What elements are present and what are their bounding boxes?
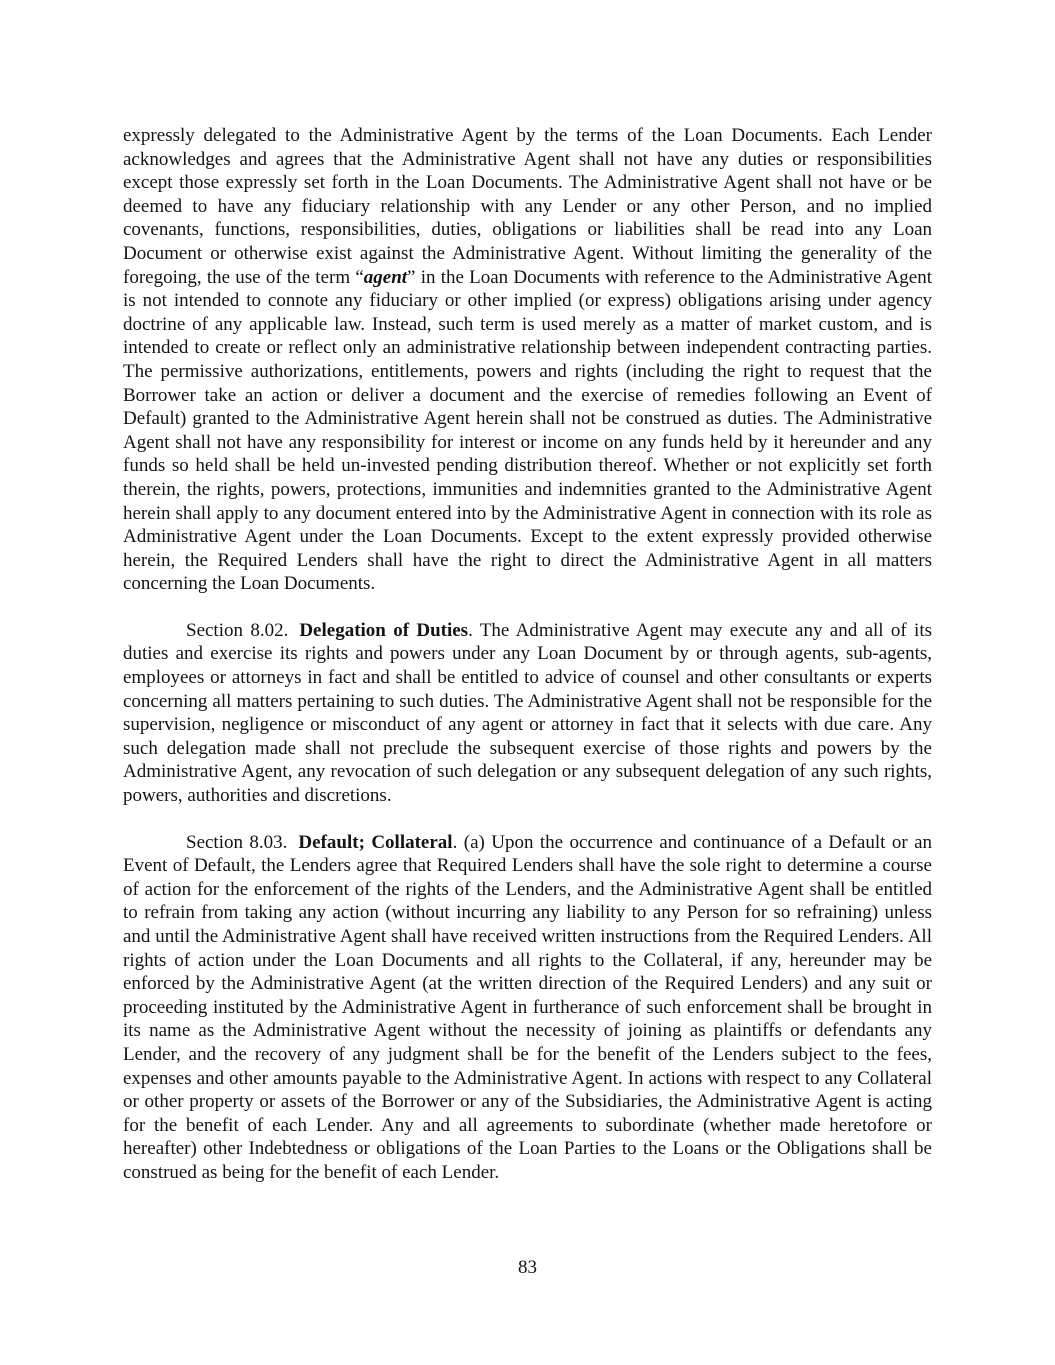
section-8-03	[123, 831, 932, 1185]
page-number: 83	[518, 1257, 537, 1278]
paragraph-text-part2: ” in the Loan Documents with reference to the Administrative Agent is not intended to connote any fiduciary or other implied (or express) obligations arising under agency doctrine of any applicable law. Instead, such term is used merely as a matter of market custom, and is intended to create or reflect only an administrative relationship between independent contracting parties. The permissive authorizations, entitlements, powers and rights (including the right to request that the Borrower take an action or deliver a document and the exercise of remedies following an Event of Default) granted to the Administrative Agent herein shall not be construed as duties. The Administrative Agent shall not have any responsibility for interest or income on any funds held by it hereunder and any funds so held shall be held un-invested pending distribution thereof. Whether or not explicitly set forth therein, the rights, powers, protections, immunities and indemnities granted to the Administrative Agent herein shall apply to any document entered into by the Administrative Agent in connection with its role as Administrative Agent under the Loan Documents. Except to the extent expressly provided otherwise herein, the Required Lenders shall have the right to direct the Administrative Agent in all matters concerning the Loan Documents.	[123, 266, 932, 595]
section-body: . The Administrative Agent may execute any and all of its duties and exercise its rights and powers under any Loan Document by or through agents, sub-agents, employees or attorneys in fact and shall be entitled to advice of counsel and other consultants or experts concerning all matters pertaining to such duties. The Administrative Agent shall not be responsible for the supervision, negligence or misconduct of any agent or attorney in fact that it selects with due care. Any such delegation made shall not preclude the subsequent exercise of those rights and powers by the Administrative Agent, any revocation of such delegation or any subsequent delegation of any such rights, powers, authorities and discretions.	[123, 619, 932, 807]
section-title: Default; Collateral	[298, 831, 453, 853]
defined-term-agent: agent	[363, 266, 408, 288]
document-page	[123, 124, 932, 1208]
paragraph-text-part1: expressly delegated to the Administrative Agent by the terms of the Loan Documents. Each Lender acknowledges and agrees that the Administrative Agent shall not have any duties or responsibilities except those expressly set forth in the Loan Documents. The Administrative Agent shall not have or be deemed to have any fiduciary relationship with any Lender or any other Person, and no implied covenants, functions, responsibilities, duties, obligations or liabilities shall be read into any Loan Document or otherwise exist against the Administrative Agent. Without limiting the generality of the foregoing, the use of the term “	[123, 125, 932, 288]
paragraph-continuation	[123, 124, 932, 596]
section-body: . (a) Upon the occurrence and continuance of a Default or an Event of Default, the Lenders agree that Required Lenders shall have the sole right to determine a course of action for the enforcement of the rights of the Lenders, and the Administrative Agent shall be entitled to refrain from taking any action (without incurring any liability to any Person for so refraining) unless and until the Administrative Agent shall have received written instructions from the Required Lenders. All rights of action under the Loan Documents and all rights to the Collateral, if any, hereunder may be enforced by the Administrative Agent (at the written direction of the Required Lenders) and any suit or proceeding instituted by the Administrative Agent in furtherance of such enforcement shall be brought in its name as the Administrative Agent without the necessity of joining as plaintiffs or defendants any Lender, and the recovery of any judgment shall be for the benefit of the Lenders subject to the fees, expenses and other amounts payable to the Administrative Agent. In actions with respect to any Collateral or other property or assets of the Borrower or any of the Subsidiaries, the Administrative Agent is acting for the benefit of each Lender. Any and all agreements to subordinate (whether made heretofore or hereafter) other Indebtedness or obligations of the Loan Parties to the Loans or the Obligations shall be construed as being for the benefit of each Lender.	[123, 831, 932, 1183]
section-number: Section 8.02.	[186, 619, 289, 641]
section-number: Section 8.03.	[186, 831, 288, 853]
section-8-02	[123, 619, 932, 808]
section-title: Delegation of Duties	[299, 619, 469, 641]
